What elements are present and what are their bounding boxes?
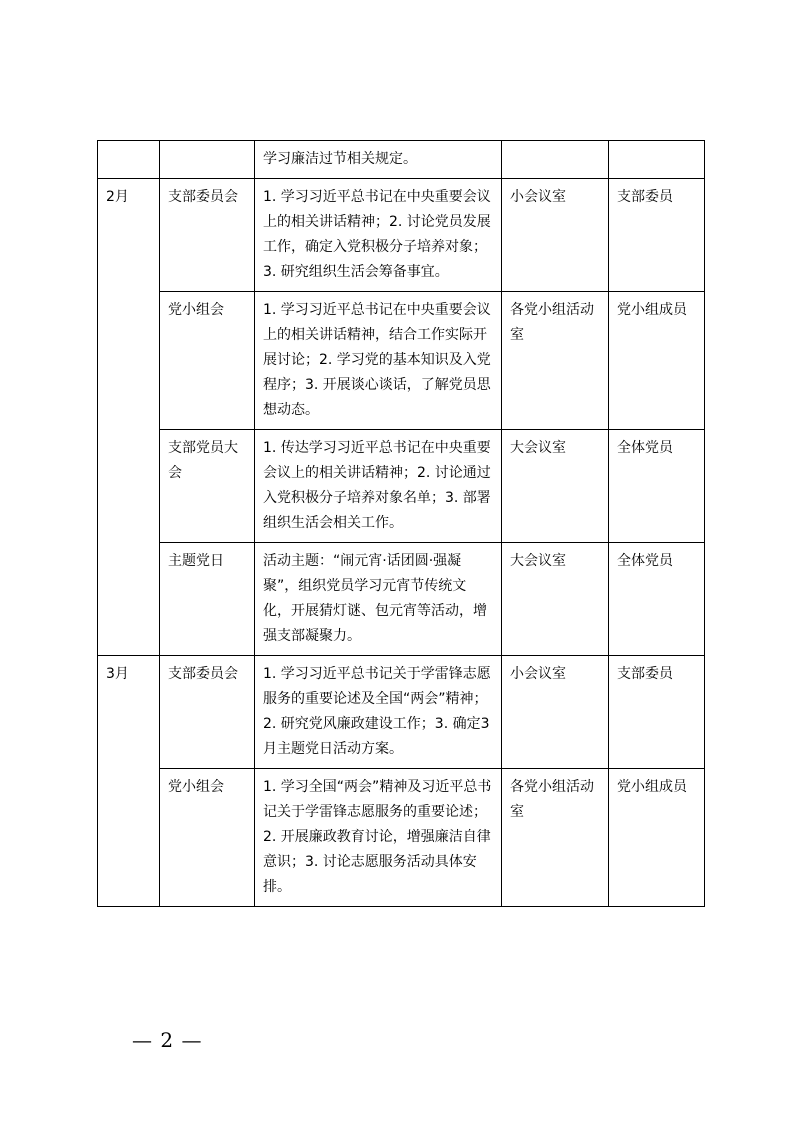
content-cell: 1. 学习全国“两会”精神及习近平总书记关于学雷锋志愿服务的重要论述；2. 开展廉政教育讨论，增强廉洁自律意识；3. 讨论志愿服务活动具体安排。: [255, 769, 502, 907]
meeting-type-cell: 主题党日: [160, 543, 255, 656]
table-row: [98, 543, 705, 656]
location-cell: 各党小组活动室: [502, 769, 609, 907]
content-cell: 学习廉洁过节相关规定。: [255, 141, 502, 179]
content-cell: 1. 学习习近平总书记在中央重要会议上的相关讲话精神；2. 讨论党员发展工作，确定入党积极分子培养对象；3. 研究组织生活会筹备事宜。: [255, 179, 502, 292]
participants-cell: 支部委员: [609, 179, 705, 292]
participants-cell: 党小组成员: [609, 769, 705, 907]
meeting-type-cell: 支部党员大会: [160, 430, 255, 543]
month-cell: 3月: [98, 656, 160, 907]
location-cell: 各党小组活动室: [502, 292, 609, 430]
location-cell: 小会议室: [502, 656, 609, 769]
meeting-type-cell: 支部委员会: [160, 656, 255, 769]
location-cell: 小会议室: [502, 179, 609, 292]
content-cell: 活动主题：“闹元宵·话团圆·强凝聚”，组织党员学习元宵节传统文化，开展猜灯谜、包元宵等活动，增强支部凝聚力。: [255, 543, 502, 656]
table-row: [98, 141, 705, 179]
table-row: [98, 179, 705, 292]
table-row: [98, 430, 705, 543]
meeting-type-cell: 党小组会: [160, 292, 255, 430]
content-cell: 1. 学习习近平总书记关于学雷锋志愿服务的重要论述及全国“两会”精神；2. 研究党风廉政建设工作；3. 确定3月主题党日活动方案。: [255, 656, 502, 769]
participants-cell: 全体党员: [609, 543, 705, 656]
participants-cell: 支部委员: [609, 656, 705, 769]
content-cell: 1. 传达学习习近平总书记在中央重要会议上的相关讲话精神；2. 讨论通过入党积极分子培养对象名单；3. 部署组织生活会相关工作。: [255, 430, 502, 543]
meeting-type-cell: [160, 141, 255, 179]
location-cell: [502, 141, 609, 179]
participants-cell: 全体党员: [609, 430, 705, 543]
meeting-type-cell: 支部委员会: [160, 179, 255, 292]
participants-cell: [609, 141, 705, 179]
participants-cell: 党小组成员: [609, 292, 705, 430]
location-cell: 大会议室: [502, 430, 609, 543]
location-cell: 大会议室: [502, 543, 609, 656]
page-number: — 2 —: [132, 1028, 203, 1052]
schedule-table: [97, 140, 705, 907]
month-cell: 2月: [98, 179, 160, 656]
meeting-type-cell: 党小组会: [160, 769, 255, 907]
month-cell: [98, 141, 160, 179]
table-row: [98, 656, 705, 769]
content-cell: 1. 学习习近平总书记在中央重要会议上的相关讲话精神，结合工作实际开展讨论；2. 学习党的基本知识及入党程序；3. 开展谈心谈话，了解党员思想动态。: [255, 292, 502, 430]
table-row: [98, 769, 705, 907]
table-row: [98, 292, 705, 430]
